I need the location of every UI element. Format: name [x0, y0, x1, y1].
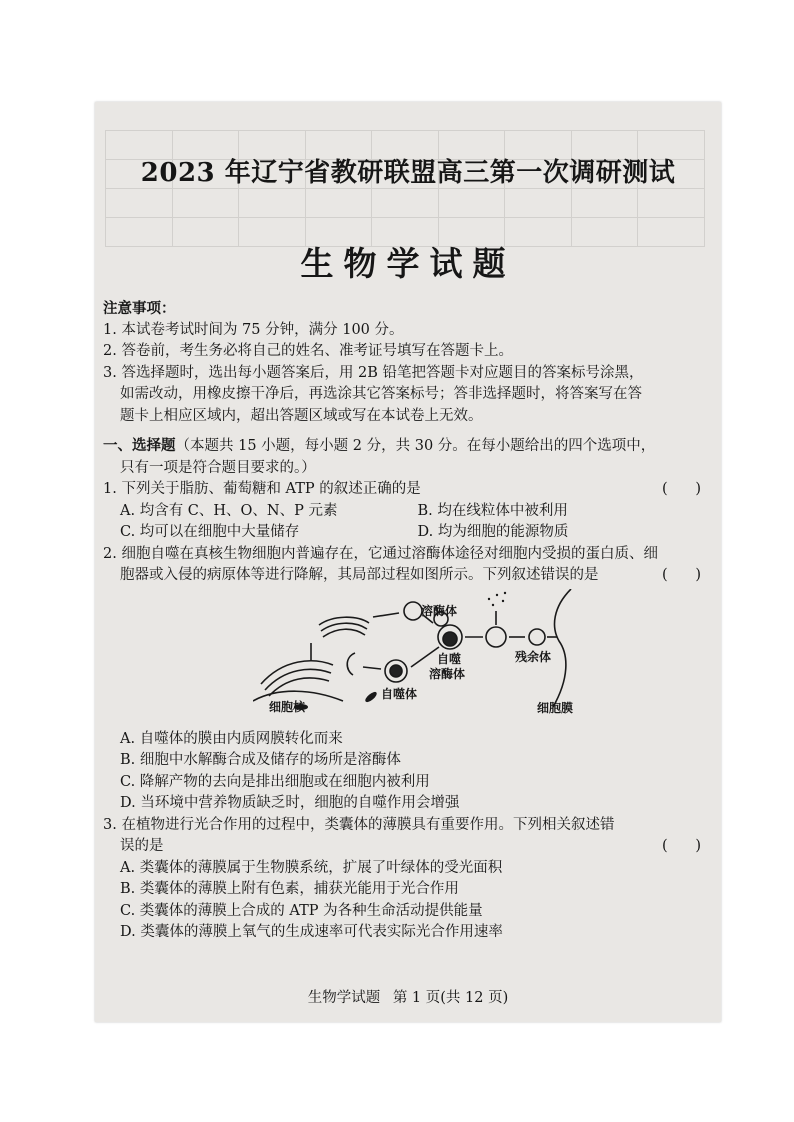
notes-item: 2. 答卷前，考生务必将自己的姓名、准考证号填写在答题卡上。 [103, 343, 513, 359]
question-1-options [103, 501, 715, 544]
exam-title: 2023 年辽宁省教研联盟高三第一次调研测试 [140, 158, 676, 188]
question-2-options [103, 729, 715, 815]
exam-page [95, 102, 721, 1022]
question-2-stem [103, 565, 715, 587]
lysosome-shape [404, 602, 422, 620]
question-text: 胞器或入侵的病原体等进行降解，其局部过程如图所示。下列叙述错误的是 [120, 567, 599, 583]
label-residual-body: 残余体 [515, 649, 552, 664]
question-2-stem-line1: 2. 细胞自噬在真核生物细胞内普遍存在，它通过溶酶体途径对细胞内受损的蛋白质、细 [103, 545, 658, 562]
notes-item: 3. 答选择题时，选出每小题答案后，用 2B 铅笔把答题卡对应题目的答案标号涂黑， [103, 364, 644, 381]
option-b: B. 类囊体的薄膜上附有色素，捕获光能用于光合作用 [120, 881, 459, 897]
answer-paren: ( ) [662, 481, 701, 497]
golgi-cisterna [323, 629, 365, 637]
notes-item: 1. 本试卷考试时间为 75 分钟，满分 100 分。 [103, 321, 404, 338]
question-1-stem [103, 479, 715, 501]
degrading-vesicle [486, 627, 506, 647]
option-a: A. 类囊体的薄膜属于生物膜系统，扩展了叶绿体的受光面积 [120, 859, 503, 876]
section-heading [103, 435, 715, 458]
question-text: 1. 下列关于脂肪、葡萄糖和 ATP 的叙述正确的是 [103, 481, 421, 497]
arrow [411, 647, 439, 667]
page-footer [95, 986, 721, 1007]
exam-subject: 生物学试题 [300, 244, 516, 283]
notes-item: 题卡上相应区域内，超出答题区域或写在本试卷上无效。 [120, 407, 483, 424]
autophagy-diagram [103, 589, 715, 725]
residual-body-shape [529, 629, 545, 645]
er-membrane [261, 660, 333, 683]
autolysosome-cargo [443, 632, 457, 646]
notes-heading: 注意事项： [103, 300, 176, 317]
label-lysosome: 溶酶体 [421, 603, 458, 618]
question-3-options [103, 858, 715, 944]
arrow [363, 667, 381, 669]
autophagosome-cargo [390, 665, 402, 677]
footer-subject: 生物学试题 [307, 990, 381, 1006]
degradation-products [488, 591, 506, 605]
label-cell-membrane: 细胞膜 [537, 700, 574, 715]
option-b: B. 细胞中水解酶合成及储存的场所是溶酶体 [120, 752, 401, 768]
phagophore-shape [347, 653, 355, 675]
answer-paren: ( ) [662, 838, 701, 854]
damaged-organelle [364, 690, 379, 704]
footer-page-number: 第 1 页(共 12 页) [392, 990, 509, 1006]
label-nucleus: 细胞核 [269, 699, 306, 714]
option-d: D. 均为细胞的能源物质 [417, 524, 569, 540]
label-autophagic: 自噬 [437, 651, 462, 666]
section-desc-2: 只有一项是符合题目要求的。） [120, 459, 316, 476]
section-desc: （本题共 15 小题，每小题 2 分，共 30 分。在每小题给出的四个选项中， [175, 438, 656, 454]
option-b: B. 均在线粒体中被利用 [417, 502, 568, 519]
notes-item: 如需改动，用橡皮擦干净后，再选涂其它答案标号；答非选择题时，将答案写在答 [120, 386, 642, 402]
section-title: 一、选择题 [103, 437, 176, 454]
option-d: D. 类囊体的薄膜上氧气的生成速率可代表实际光合作用速率 [120, 924, 503, 940]
answer-paren: ( ) [662, 567, 701, 583]
cell-membrane-shape [553, 589, 571, 707]
arrow [373, 613, 399, 617]
option-c: C. 均可以在细胞中大量储存 [120, 524, 300, 540]
option-d: D. 当环境中营养物质缺乏时，细胞的自噬作用会增强 [120, 795, 460, 811]
option-c: C. 类囊体的薄膜上合成的 ATP 为各种生命活动提供能量 [120, 902, 483, 919]
label-autophagosome: 自噬体 [381, 686, 418, 701]
option-c: C. 降解产物的去向是排出细胞或在细胞内被利用 [120, 773, 430, 790]
option-a: A. 均含有 C、H、O、N、P 元素 [120, 502, 338, 519]
option-a: A. 自噬体的膜由内质网膜转化而来 [120, 730, 343, 747]
question-3-stem [103, 836, 715, 858]
question-3-stem-line1: 3. 在植物进行光合作用的过程中，类囊体的薄膜具有重要作用。下列相关叙述错 [103, 816, 615, 833]
question-text: 误的是 [120, 838, 164, 854]
exam-content [103, 298, 715, 944]
label-autolysosome: 溶酶体 [429, 666, 466, 681]
